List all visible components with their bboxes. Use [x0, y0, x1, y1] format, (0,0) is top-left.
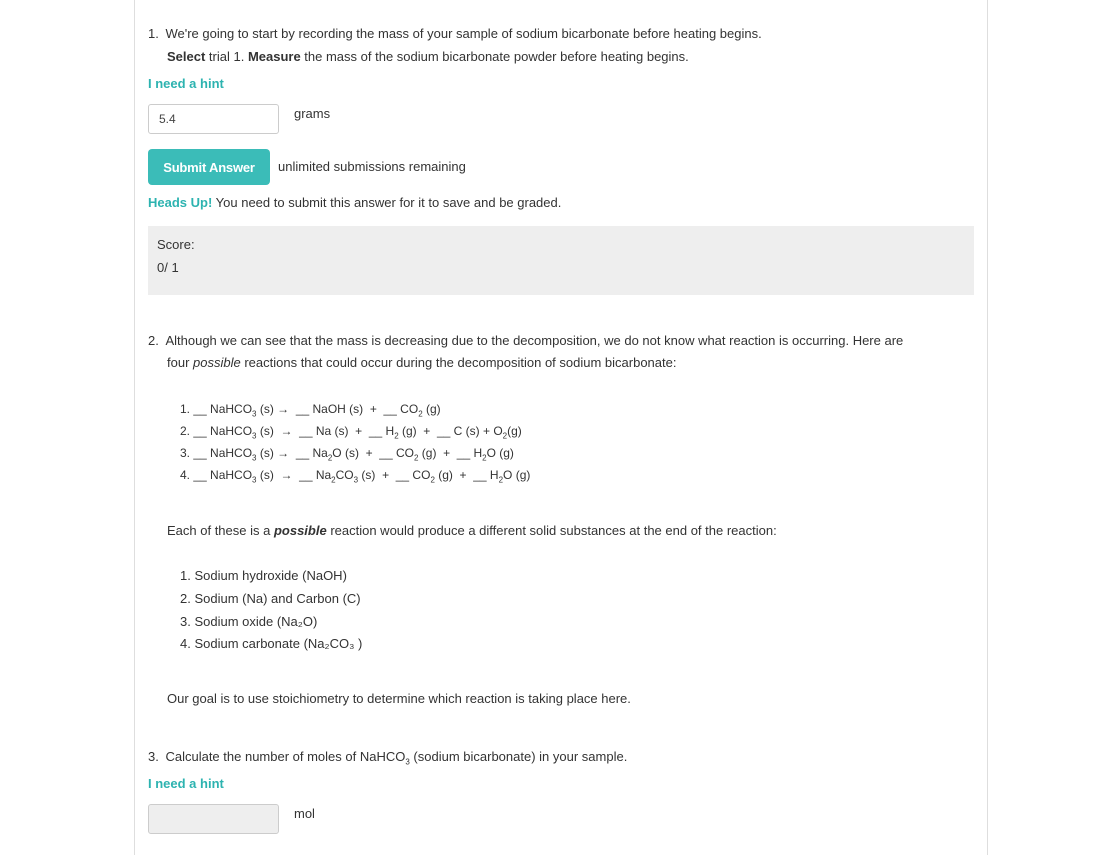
q2-question-line1: Although we can see that the mass is decreasing due to the decomposition, we do not know what reaction is occurring. Here are [165, 333, 904, 348]
heads-up-text: You need to submit this answer for it to save and be graded. [212, 195, 562, 210]
submit-answer-button[interactable]: Submit Answer [148, 149, 270, 185]
q3-question [165, 749, 628, 767]
score-label: Score: [157, 237, 195, 252]
q3-moles-input[interactable] [148, 804, 279, 834]
q3-text [148, 749, 627, 767]
product-item: 2. Sodium (Na) and Carbon (C) [180, 591, 361, 606]
score-value: 0/ 1 [157, 260, 179, 275]
q3-hint-link[interactable]: I need a hint [148, 776, 224, 791]
q3-text-b: (sodium bicarbonate) in your sample. [409, 749, 628, 764]
reaction-4: 4. __ NaHCO$_3$ (s) → __ $Na_2CO_3$ (s) + __ $CO_2$ (g) + __ $H_2O$ (g) [180, 468, 531, 485]
possible-b: reaction would produce a different solid substances at the end of the reaction: [326, 523, 777, 538]
q2-line2-b: reactions that could occur during the decomposition of sodium bicarbonate: [240, 355, 677, 370]
q2-line2-a: four [167, 355, 194, 370]
reaction-3: 3. __ NaHCO$_3$ (s) → __ $Na_2O$ (s) + __ $CO_2$ (g) + __ $H_2O$ (g) [180, 446, 514, 463]
product-item: 4. Sodium carbonate (Na₂CO₃ ) [180, 636, 363, 651]
product-item: 1. Sodium hydroxide (NaOH) [180, 568, 347, 583]
possible-reactions-text [167, 523, 777, 538]
score-box [148, 226, 974, 295]
heads-up-label: Heads Up! [148, 195, 213, 210]
q1-hint-link[interactable]: I need a hint [148, 76, 224, 91]
q2-line2-em: possible [193, 355, 241, 370]
q1-instr-trial: trial 1. [205, 49, 248, 64]
submissions-remaining: unlimited submissions remaining [278, 159, 466, 174]
possible-em: possible [273, 523, 327, 538]
q2-text-line1 [148, 333, 903, 348]
heads-up-note [148, 195, 561, 210]
q1-mass-input[interactable]: 5.4 [148, 104, 279, 134]
q1-instructions [167, 49, 689, 64]
possible-a: Each of these is a [167, 523, 274, 538]
q1-unit-label: grams [294, 106, 331, 121]
q2-text-line2 [167, 355, 676, 370]
goal-text: Our goal is to use stoichiometry to determine which reaction is taking place here. [167, 691, 631, 706]
q2-number: 2. [148, 333, 159, 348]
q1-instr-rest: the mass of the sodium bicarbonate powder before heating begins. [300, 49, 689, 64]
reaction-1: 1. __ NaHCO$_3$ (s) → __ NaOH (s) + __ $CO_2$ (g) [180, 402, 441, 419]
q1-question: We're going to start by recording the mass of your sample of sodium bicarbonate before heating begins. [165, 26, 762, 41]
q3-number: 3. [148, 749, 159, 764]
reaction-2: 2. __ NaHCO$_3$ (s) → __ Na (s) + __ $H_2$ (g) + __ C $(s) + O_2(g)$ [180, 424, 522, 441]
q3-unit-label: mol [294, 806, 315, 821]
product-item: 3. Sodium oxide (Na₂O) [180, 614, 318, 629]
q3-text-sub: 3 [405, 757, 410, 767]
q1-number: 1. [148, 26, 159, 41]
q1-instr-select: Select [167, 49, 206, 64]
q3-text-a: Calculate the number of moles of NaHCO [165, 749, 406, 764]
q1-text [148, 26, 762, 41]
q1-instr-measure: Measure [247, 49, 301, 64]
